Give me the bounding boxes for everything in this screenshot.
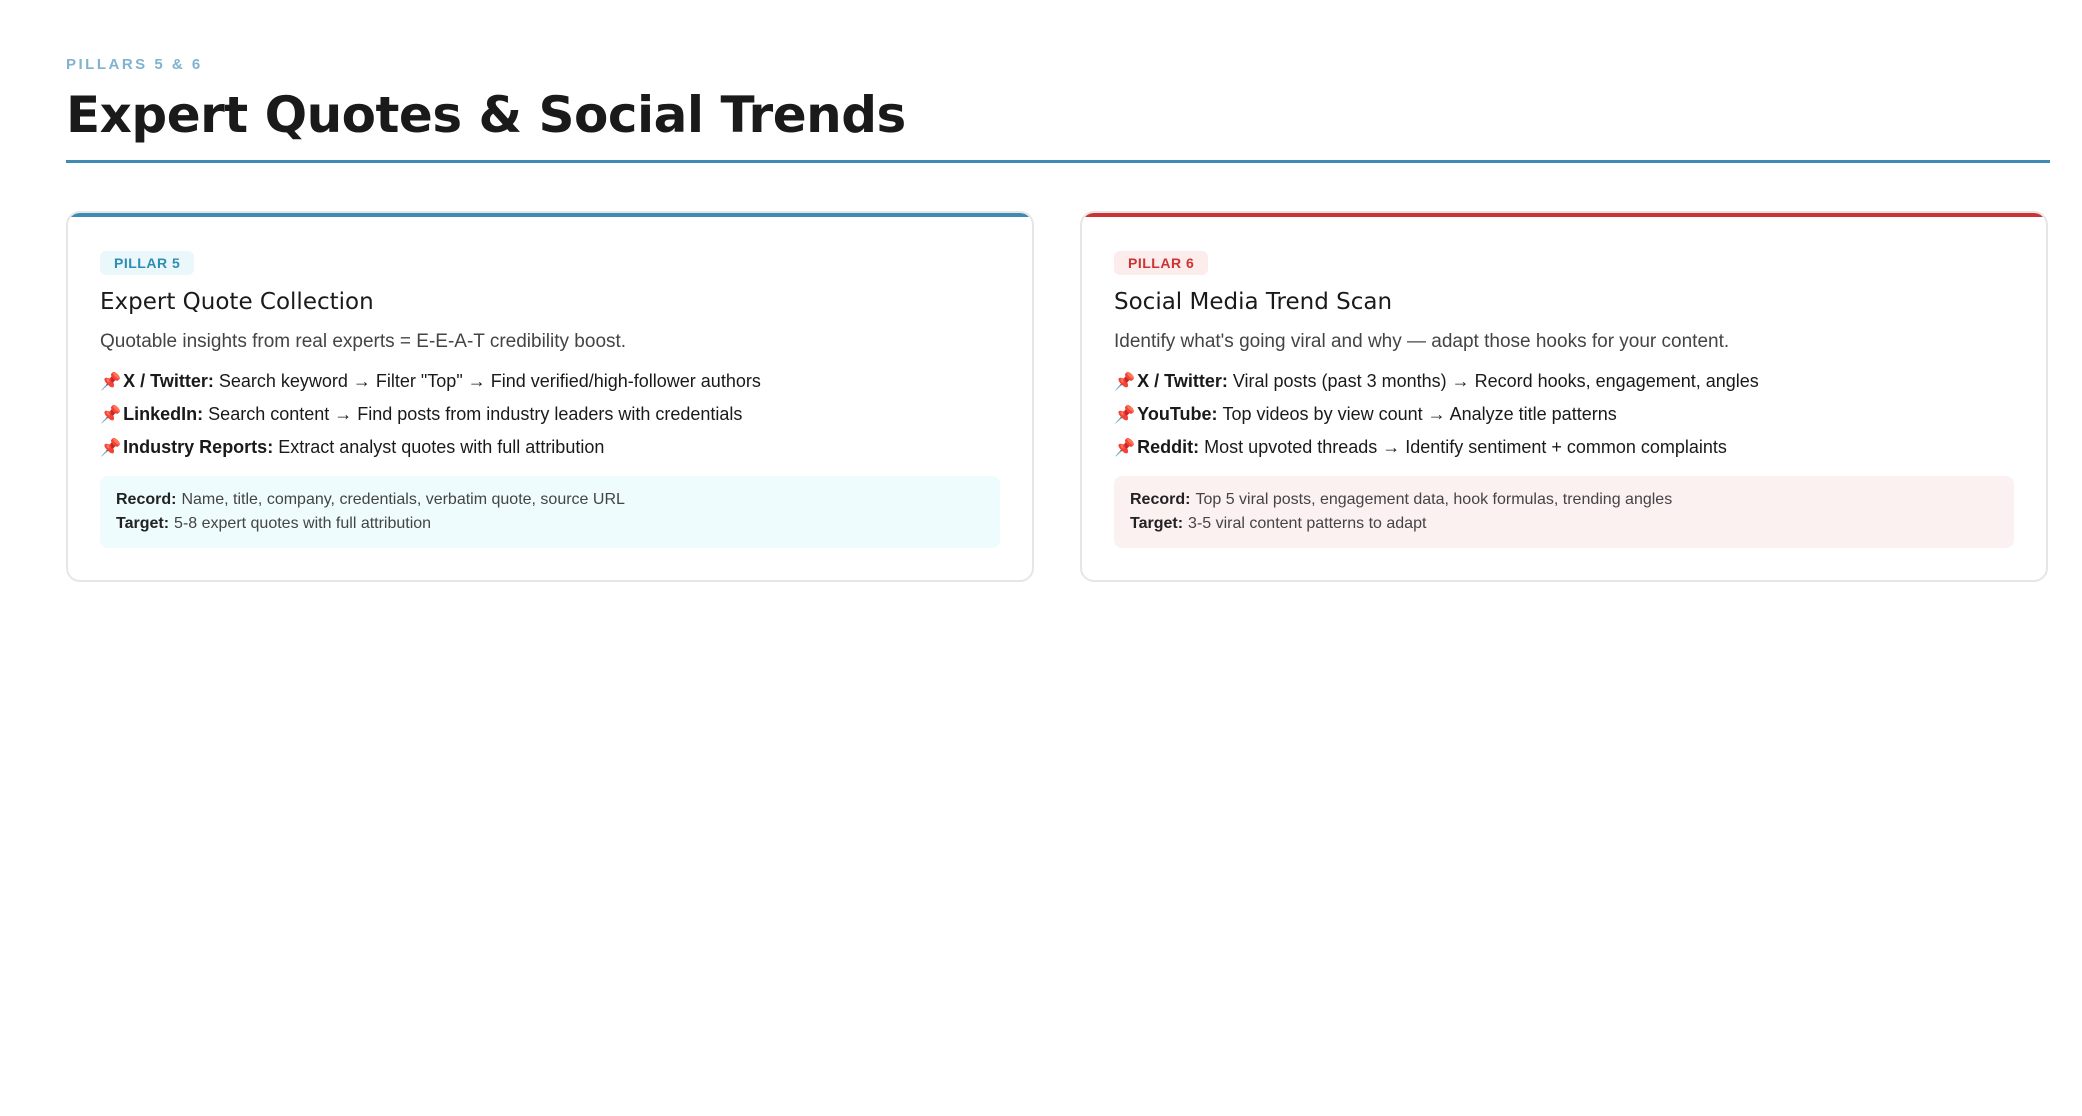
title-divider <box>66 160 2050 163</box>
list-item <box>100 404 1000 425</box>
record-label: Record: <box>1130 490 1191 508</box>
pillar-badge: PILLAR 6 <box>1114 251 1208 275</box>
record-target-box <box>1114 476 2014 548</box>
eyebrow-label: PILLARS 5 & 6 <box>66 56 203 73</box>
record-line <box>1130 488 1998 512</box>
record-text: Top 5 viral posts, engagement data, hook formulas, trending angles <box>1195 490 1673 508</box>
pushpin-icon: 📌 <box>100 404 122 424</box>
pushpin-icon: 📌 <box>100 371 122 391</box>
record-text: Name, title, company, credentials, verbatim quote, source URL <box>181 490 625 508</box>
item-label: LinkedIn: <box>123 403 204 424</box>
pushpin-icon: 📌 <box>100 437 122 457</box>
list-item <box>1114 437 2014 458</box>
list-item <box>100 437 1000 458</box>
item-label: YouTube: <box>1137 403 1218 424</box>
list-item <box>1114 371 2014 392</box>
record-line <box>116 488 984 512</box>
item-text: Most upvoted threads → Identify sentiment + common complaints <box>1204 436 1727 457</box>
target-line <box>1130 512 1998 536</box>
pushpin-icon: 📌 <box>1114 404 1136 424</box>
pillar-card-expert-quotes <box>66 211 1034 582</box>
item-text: Viral posts (past 3 months) → Record hooks, engagement, angles <box>1232 370 1759 391</box>
item-label: X / Twitter: <box>123 370 214 391</box>
item-label: X / Twitter: <box>1137 370 1228 391</box>
card-description: Quotable insights from real experts = E-E-A-T credibility boost. <box>100 330 627 352</box>
target-label: Target: <box>1130 514 1184 532</box>
target-text: 3-5 viral content patterns to adapt <box>1188 514 1427 532</box>
record-target-box <box>100 476 1000 548</box>
item-label: Industry Reports: <box>123 436 274 457</box>
item-text: Search keyword → Filter "Top" → Find verified/high-follower authors <box>218 370 761 391</box>
item-label: Reddit: <box>1137 436 1200 457</box>
target-text: 5-8 expert quotes with full attribution <box>174 514 432 532</box>
pushpin-icon: 📌 <box>1114 371 1136 391</box>
target-label: Target: <box>116 514 170 532</box>
pushpin-icon: 📌 <box>1114 437 1136 457</box>
card-title: Social Media Trend Scan <box>1114 288 1393 315</box>
pillar-badge: PILLAR 5 <box>100 251 194 275</box>
card-title: Expert Quote Collection <box>100 288 374 315</box>
list-item <box>1114 404 2014 425</box>
list-item <box>100 371 1000 392</box>
item-text: Search content → Find posts from industry leaders with credentials <box>208 403 743 424</box>
item-text: Top videos by view count → Analyze title patterns <box>1222 403 1617 424</box>
page-title: Expert Quotes & Social Trends <box>66 86 906 144</box>
slide <box>66 56 2050 582</box>
pillar-cards <box>66 211 2050 582</box>
item-text: Extract analyst quotes with full attribution <box>278 436 605 457</box>
target-line <box>116 512 984 536</box>
card-description: Identify what's going viral and why — adapt those hooks for your content. <box>1114 330 1730 352</box>
pillar-card-social-trends <box>1080 211 2048 582</box>
record-label: Record: <box>116 490 177 508</box>
